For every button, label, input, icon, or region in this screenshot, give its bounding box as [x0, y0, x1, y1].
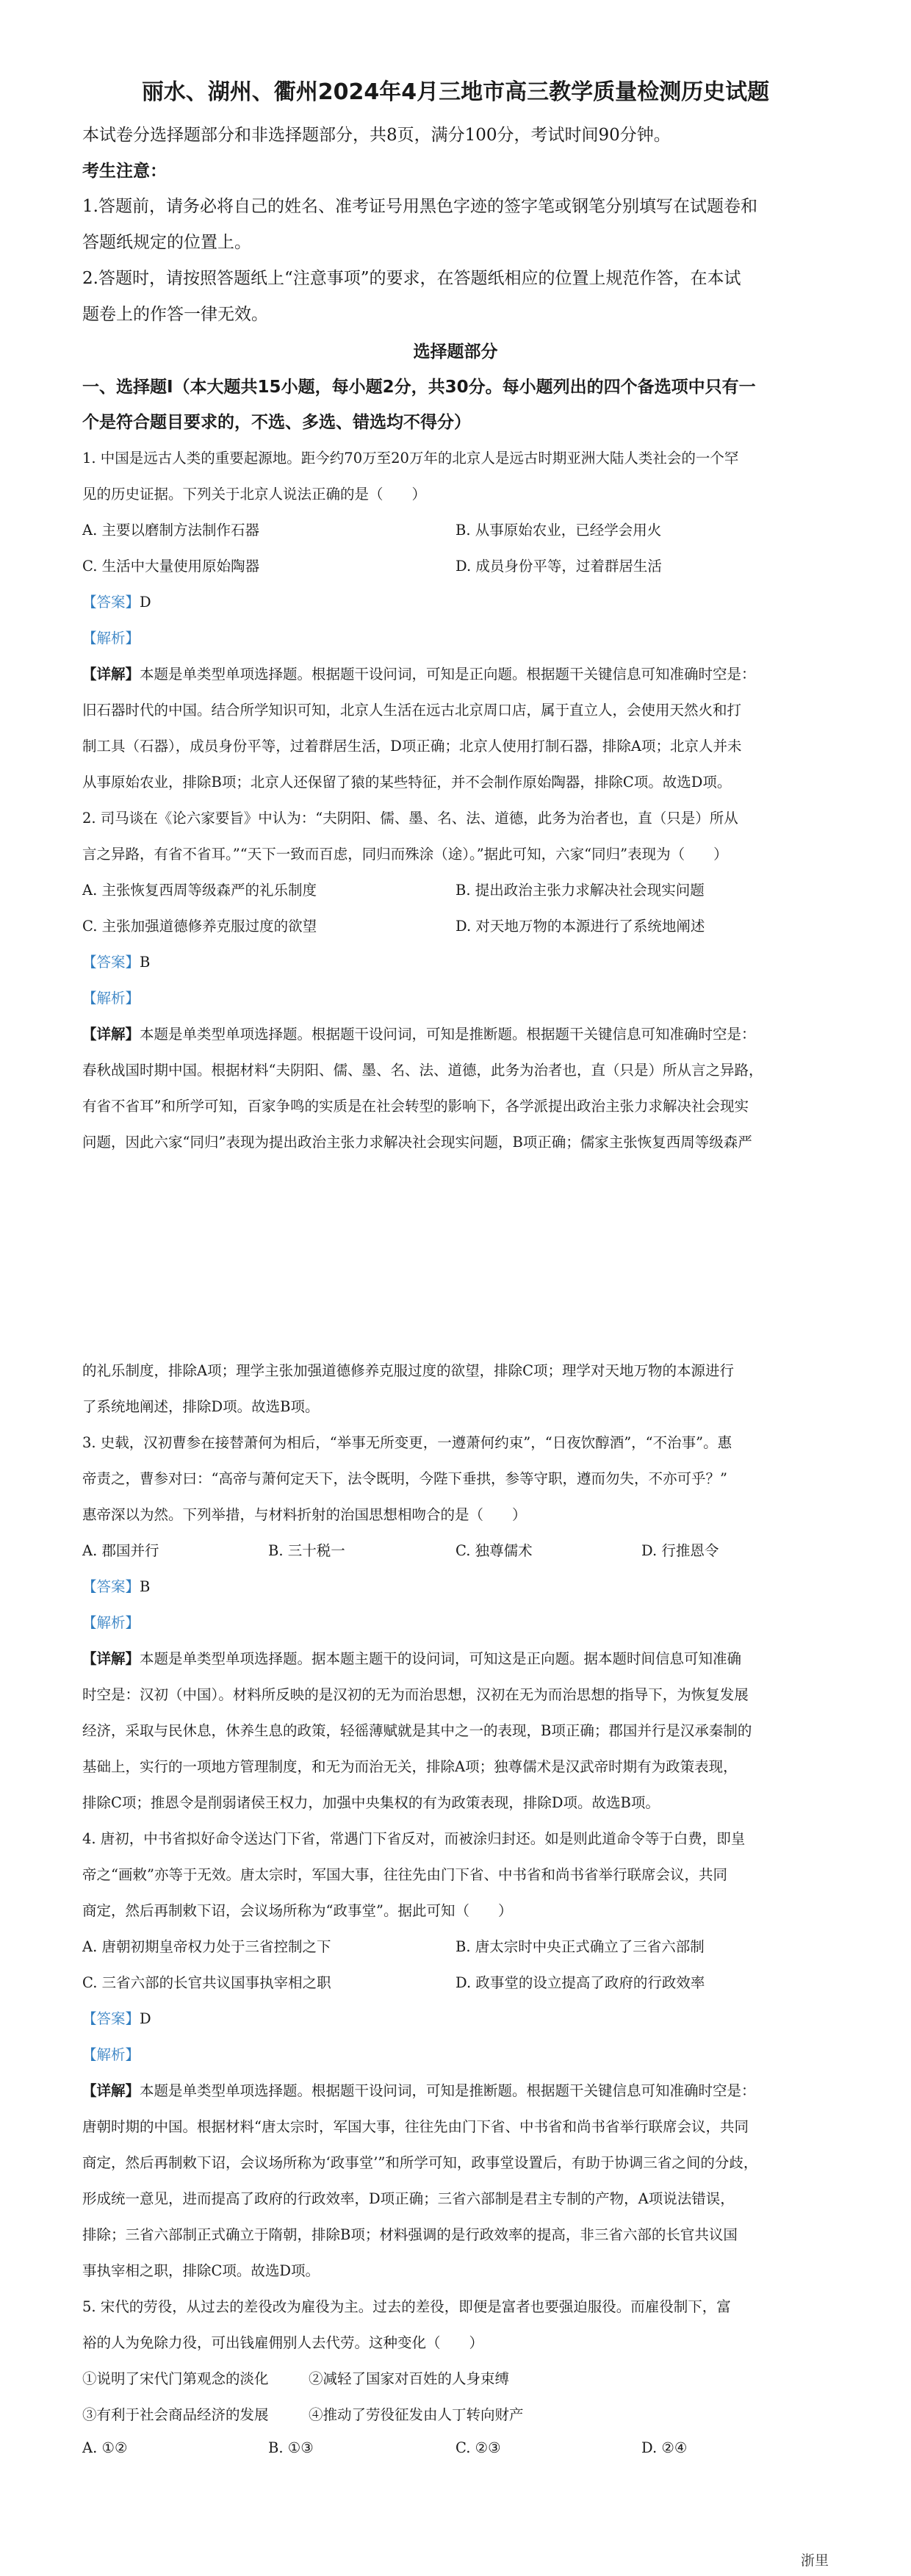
q4-stem-line-3: 商定，然后再制敕下诏，会议场所称为“政事堂”。据此可知（ ） — [82, 1902, 513, 1919]
detail-label: 【详解】 — [82, 2082, 140, 2099]
detail-label: 【详解】 — [82, 1026, 140, 1043]
answer-label: 【答案】 — [82, 1578, 140, 1595]
q2-detail-line-5: 的礼乐制度，排除A项；理学主张加强道德修养克服过度的欲望，排除C项；理学对天地万物的本源进行 — [82, 1362, 735, 1379]
q4-analysis-label — [82, 2043, 140, 2064]
q3-detail-line-5: 排除C项；推恩令是削弱诸侯王权力，加强中央集权的有为政策表现，排除D项。故选B项。 — [82, 1794, 660, 1811]
answer-label: 【答案】 — [82, 594, 140, 611]
answer-label: 【答案】 — [82, 2010, 140, 2027]
q2-option-a: A. 主张恢复西周等级森严的礼乐制度 — [82, 882, 317, 899]
detail-label: 【详解】 — [82, 666, 140, 683]
q2-answer — [82, 951, 150, 971]
q3-stem-line-1: 3. 史载，汉初曹参在接替萧何为相后，“举事无所变更，一遵萧何约束”，“日夜饮醇酒”，“不治事”。惠 — [82, 1434, 732, 1451]
q3-option-d: D. 行推恩令 — [641, 1542, 719, 1559]
q2-answer-value: B — [140, 954, 151, 971]
q3-option-c: C. 独尊儒术 — [455, 1542, 533, 1559]
answer-label: 【答案】 — [82, 954, 140, 971]
q2-detail-line-3: 有省不省耳”和所学可知，百家争鸣的实质是在社会转型的影响下，各学派提出政治主张力求解决社会现实 — [82, 1098, 749, 1115]
q4-detail-text-1: 本题是单类型单项选择题。根据题干设问词，可知是推断题。根据题干关键信息可知准确时空是： — [140, 2082, 756, 2099]
q3-detail-line-4: 基础上，实行的一项地方管理制度，和无为而治无关，排除A项；独尊儒术是汉武帝时期有为政策表现， — [82, 1758, 738, 1775]
q3-detail-line-1 — [82, 1647, 741, 1668]
q1-option-b: B. 从事原始农业，已经学会用火 — [455, 522, 662, 539]
q4-detail-line-6: 事执宰相之职，排除C项。故选D项。 — [82, 2262, 320, 2279]
page-footer: 浙里 — [800, 2552, 829, 2569]
q2-detail-line-6: 了系统地阐述，排除D项。故选B项。 — [82, 1398, 320, 1415]
q4-detail-line-1 — [82, 2079, 756, 2100]
q2-option-c: C. 主张加强道德修养克服过度的欲望 — [82, 918, 317, 935]
q2-stem-line-1: 2. 司马谈在《论六家要旨》中认为：“夫阴阳、儒、墨、名、法、道德，此务为治者也，直（只是）所从 — [82, 810, 738, 827]
q4-stem-line-1: 4. 唐初，中书省拟好命令送达门下省，常遇门下省反对，而被涂归封还。如是则此道命令等于白费，即皇 — [82, 1830, 746, 1847]
q1-analysis-label — [82, 627, 140, 647]
q3-stem-line-2: 帝责之，曹参对曰：“高帝与萧何定天下，法令既明，今陛下垂拱，参等守职，遵而勿失，不亦可乎？” — [82, 1470, 727, 1487]
q4-detail-line-2: 唐朝时期的中国。根据材料“唐太宗时，军国大事，往往先由门下省、中书省和尚书省举行联席会议，共同 — [82, 2118, 749, 2135]
analysis-label: 【解析】 — [82, 990, 140, 1007]
section-title: 选择题部分 — [413, 342, 498, 361]
q4-option-d: D. 政事堂的设立提高了政府的行政效率 — [455, 1974, 705, 1991]
q4-answer-value: D — [140, 2010, 151, 2027]
analysis-label: 【解析】 — [82, 630, 140, 647]
q2-detail-text-1: 本题是单类型单项选择题。根据题干设问词，可知是推断题。根据题干关键信息可知准确时空是： — [140, 1026, 756, 1043]
q4-option-b: B. 唐太宗时中央正式确立了三省六部制 — [455, 1938, 705, 1955]
q5-statement-3: ③有利于社会商品经济的发展 — [82, 2406, 269, 2423]
q3-analysis-label — [82, 1611, 140, 1632]
part1-instructions-line-2: 个是符合题目要求的，不选、多选、错选均不得分） — [82, 413, 471, 432]
part1-instructions-line-1: 一、选择题Ⅰ（本大题共15小题，每小题2分，共30分。每小题列出的四个备选项中只有一 — [82, 378, 756, 397]
q4-option-c: C. 三省六部的长官共议国事执宰相之职 — [82, 1974, 331, 1991]
q5-option-c: C. ②③ — [455, 2439, 501, 2456]
q1-detail-line-2: 旧石器时代的中国。结合所学知识可知，北京人生活在远古北京周口店，属于直立人，会使用天然火和打 — [82, 702, 742, 719]
q1-detail-text-1: 本题是单类型单项选择题。根据题干设问词，可知是正向题。根据题干关键信息可知准确时空是： — [140, 666, 756, 683]
q3-detail-text-1: 本题是单类型单项选择题。据本题主题干的设问词，可知这是正向题。据本题时间信息可知准确 — [140, 1650, 742, 1667]
q3-detail-line-2: 时空是：汉初（中国）。材料所反映的是汉初的无为而治思想，汉初在无为而治思想的指导下，为恢复发展 — [82, 1686, 749, 1703]
q2-analysis-label — [82, 987, 140, 1007]
q2-option-d: D. 对天地万物的本源进行了系统地阐述 — [455, 918, 705, 935]
q5-option-b: B. ①③ — [268, 2439, 314, 2456]
q1-stem-line-1: 1. 中国是远古人类的重要起源地。距今约70万至20万年的北京人是远古时期亚洲大陆人类社会的一个罕 — [82, 450, 739, 467]
q1-option-c: C. 生活中大量使用原始陶器 — [82, 558, 260, 575]
detail-label: 【详解】 — [82, 1650, 140, 1667]
q1-detail-line-3: 制工具（石器），成员身份平等，过着群居生活，D项正确；北京人使用打制石器，排除A项；北京人并未 — [82, 738, 742, 755]
q1-answer-value: D — [140, 594, 151, 611]
q4-answer — [82, 2007, 151, 2028]
q3-answer — [82, 1575, 150, 1596]
q5-stem-line-2: 裕的人为免除力役，可出钱雇佣别人去代劳。这种变化（ ） — [82, 2334, 484, 2351]
q1-option-d: D. 成员身份平等，过着群居生活 — [455, 558, 662, 575]
q3-option-b: B. 三十税一 — [268, 1542, 345, 1559]
q1-option-a: A. 主要以磨制方法制作石器 — [82, 522, 259, 539]
notice-2-line-1: 2.答题时，请按照答题纸上“注意事项”的要求，在答题纸相应的位置上规范作答，在本试 — [82, 269, 741, 288]
q3-answer-value: B — [140, 1578, 151, 1595]
analysis-label: 【解析】 — [82, 2046, 140, 2063]
exam-info: 本试卷分选择题部分和非选择题部分，共8页，满分100分，考试时间90分钟。 — [82, 126, 671, 145]
q5-option-a: A. ①② — [82, 2439, 128, 2456]
q1-answer — [82, 591, 151, 611]
q5-stem-line-1: 5. 宋代的劳役，从过去的差役改为雇役为主。过去的差役，即便是富者也要强迫服役。而雇役制下，富 — [82, 2298, 731, 2315]
q2-detail-line-2: 春秋战国时期中国。根据材料“夫阴阳、儒、墨、名、法、道德，此务为治者也，直（只是）所从言之异路， — [82, 1062, 763, 1079]
q5-statement-4: ④推动了劳役征发由人丁转向财产 — [309, 2406, 524, 2423]
q3-stem-line-3: 惠帝深以为然。下列举措，与材料折射的治国思想相吻合的是（ ） — [82, 1506, 527, 1523]
q5-statement-1: ①说明了宋代门第观念的淡化 — [82, 2370, 269, 2387]
q4-detail-line-4: 形成统一意见，进而提高了政府的行政效率，D项正确；三省六部制是君主专制的产物，A项说法错误， — [82, 2190, 735, 2207]
notice-heading: 考生注意： — [82, 162, 167, 181]
notice-1-line-2: 答题纸规定的位置上。 — [82, 233, 251, 252]
notice-1-line-1: 1.答题前，请务必将自己的姓名、准考证号用黑色字迹的签字笔或钢笔分别填写在试题卷和 — [82, 197, 757, 216]
q5-statement-2: ②减轻了国家对百姓的人身束缚 — [309, 2370, 510, 2387]
q2-detail-line-1 — [82, 1023, 756, 1043]
notice-2-line-2: 题卷上的作答一律无效。 — [82, 305, 268, 324]
analysis-label: 【解析】 — [82, 1614, 140, 1631]
q1-stem-line-2: 见的历史证据。下列关于北京人说法正确的是（ ） — [82, 486, 427, 503]
q2-stem-line-2: 言之异路，有省不省耳。”“天下一致而百虑，同归而殊涂（途）。”据此可知，六家“同归”表现为（ ） — [82, 846, 728, 863]
q2-detail-line-4: 问题，因此六家“同归”表现为提出政治主张力求解决社会现实问题，B项正确；儒家主张恢复西周等级森严 — [82, 1134, 752, 1151]
q3-detail-line-3: 经济，采取与民休息，休养生息的政策，轻徭薄赋就是其中之一的表现，B项正确；郡国并行是汉承秦制的 — [82, 1722, 752, 1739]
q3-option-a: A. 郡国并行 — [82, 1542, 159, 1559]
q4-detail-line-3: 商定，然后再制敕下诏，会议场所称为‘政事堂’”和所学可知，政事堂设置后，有助于协调三省之间的分歧， — [82, 2154, 758, 2171]
q1-detail-line-4: 从事原始农业，排除B项；北京人还保留了猿的某些特征，并不会制作原始陶器，排除C项。故选D项。 — [82, 774, 732, 791]
q4-detail-line-5: 排除；三省六部制正式确立于隋朝，排除B项；材料强调的是行政效率的提高，非三省六部的长官共议国 — [82, 2226, 738, 2243]
q1-detail-line-1 — [82, 663, 756, 683]
q4-option-a: A. 唐朝初期皇帝权力处于三省控制之下 — [82, 1938, 331, 1955]
exam-title: 丽水、湖州、衢州2024年4月三地市高三教学质量检测历史试题 — [141, 79, 770, 105]
q5-option-d: D. ②④ — [641, 2439, 688, 2456]
q2-option-b: B. 提出政治主张力求解决社会现实问题 — [455, 882, 705, 899]
q4-stem-line-2: 帝之“画敕”亦等于无效。唐太宗时，军国大事，往往先由门下省、中书省和尚书省举行联席会议，共同 — [82, 1866, 727, 1883]
